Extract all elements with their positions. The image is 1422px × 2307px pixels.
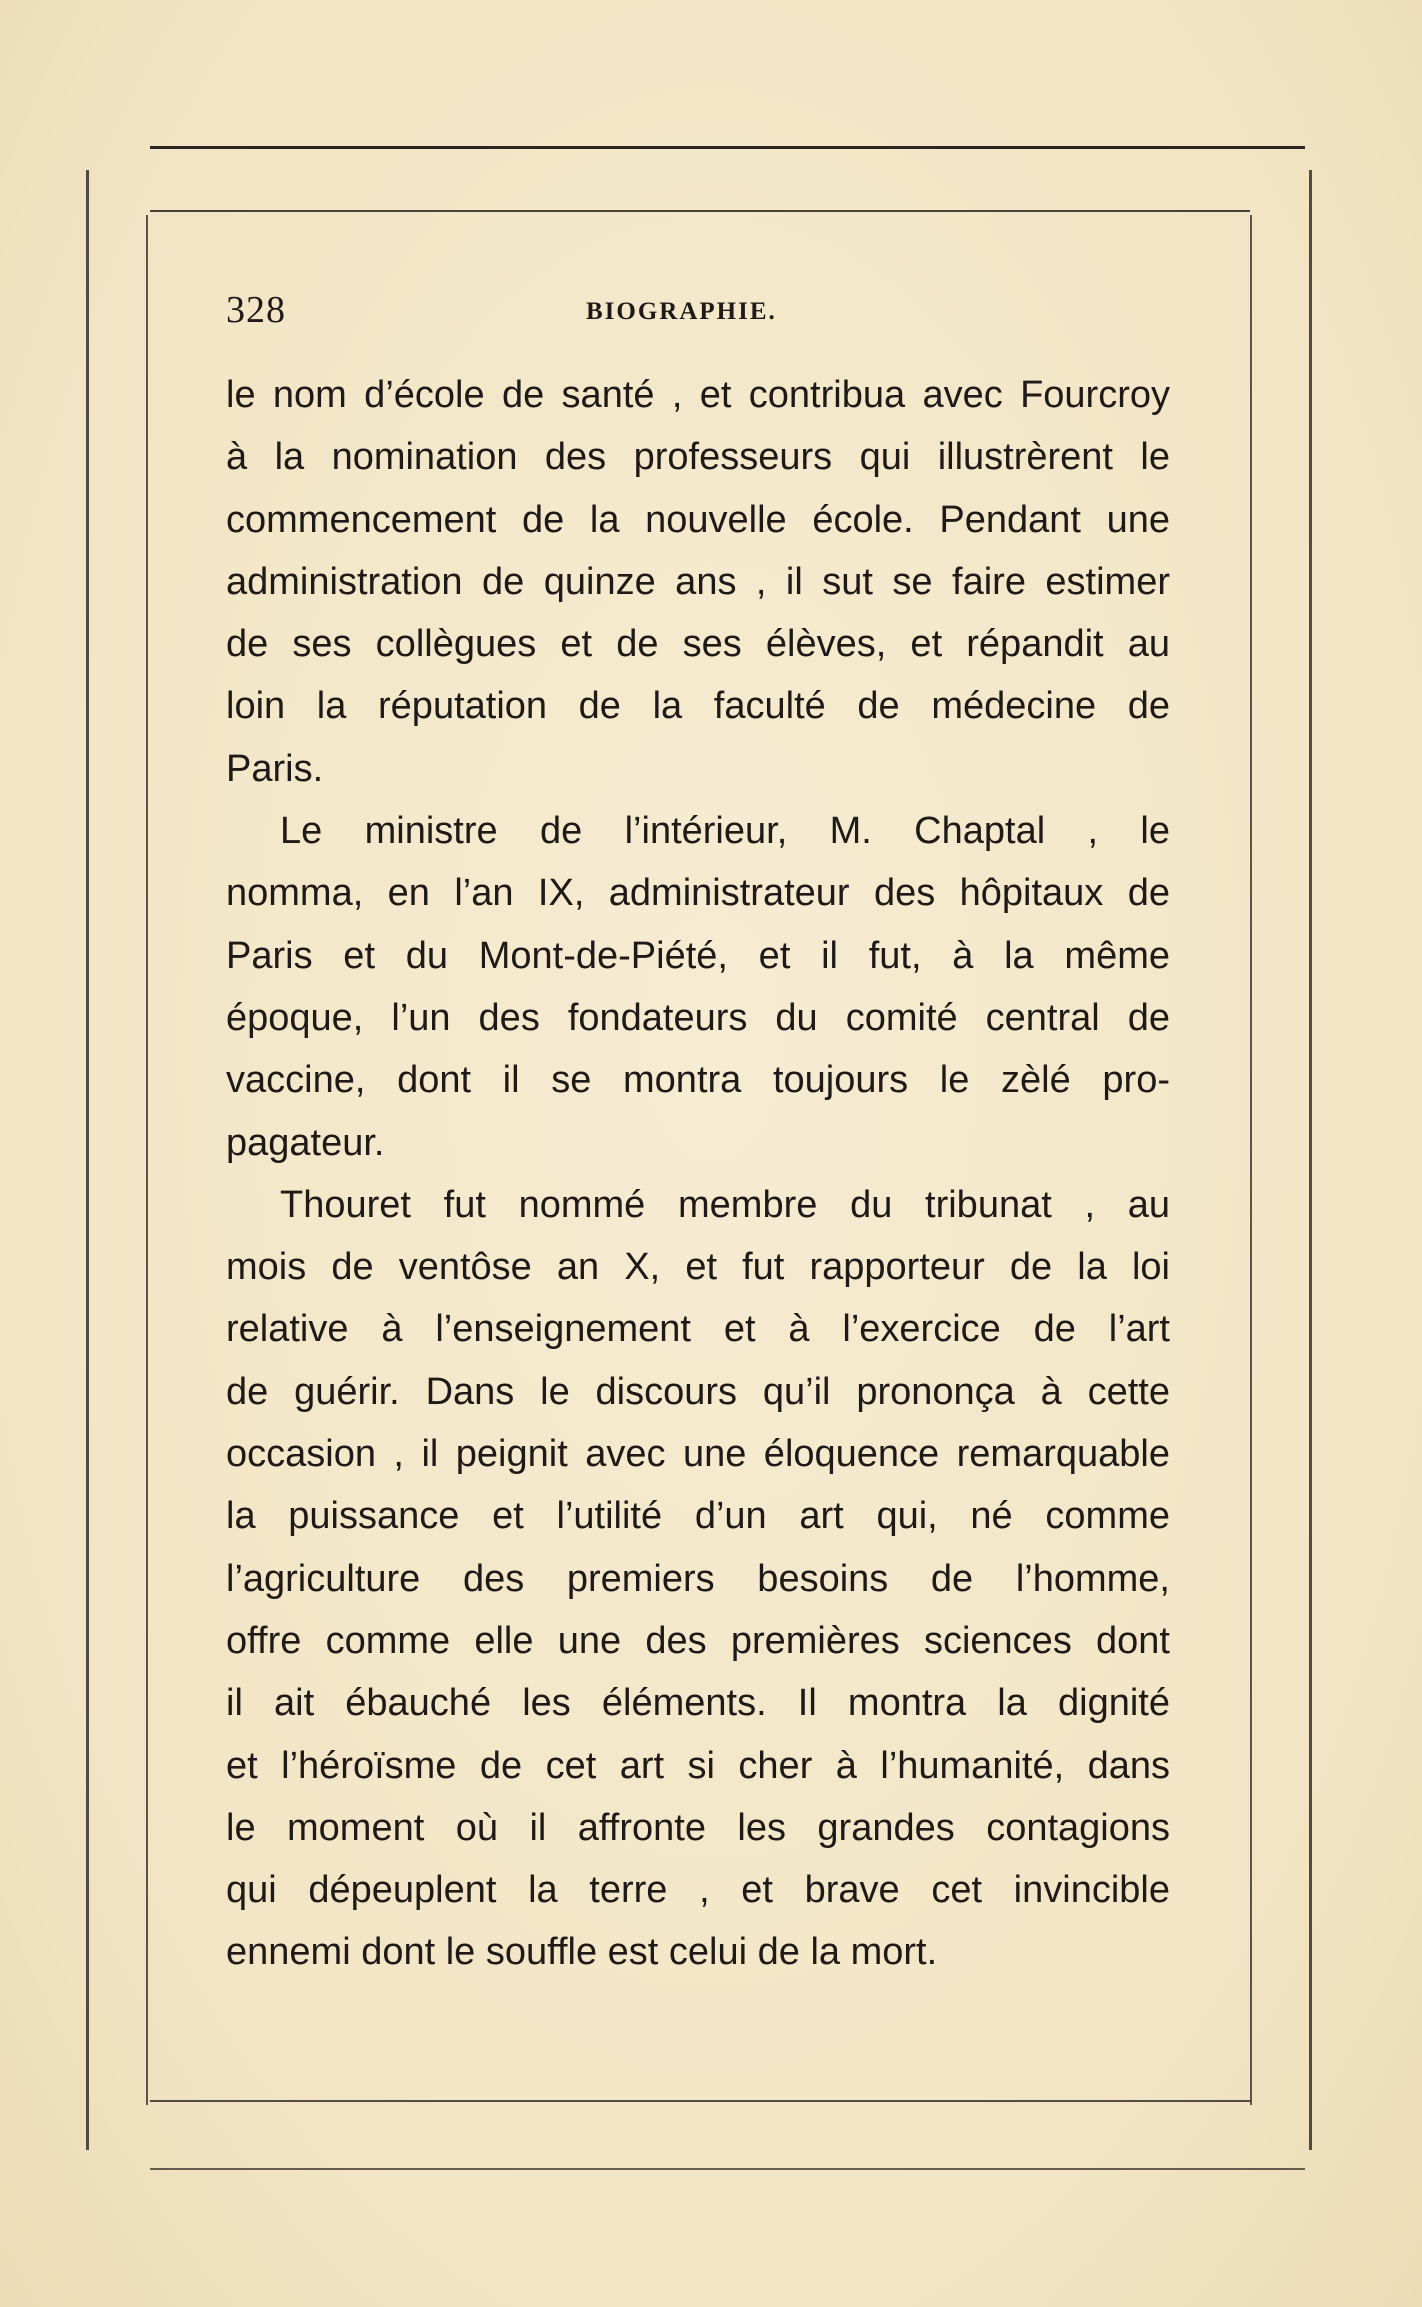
frame-right-inner-rule bbox=[1250, 215, 1252, 2105]
text-line: nomma, en l’an IX, administrateur des hôpitaux de bbox=[226, 872, 1170, 915]
text-line: Paris. bbox=[226, 747, 324, 790]
text-line: qui dépeuplent la terre , et brave cet invincible bbox=[226, 1869, 1170, 1912]
text-line: et l’héroïsme de cet art si cher à l’humanité, dans bbox=[226, 1744, 1170, 1787]
paragraph-2 bbox=[226, 800, 1170, 1174]
text-line: ennemi dont le souffle est celui de la mort. bbox=[226, 1931, 938, 1974]
text-line: le nom d’école de santé , et contribua avec Fourcroy bbox=[226, 374, 1170, 416]
frame-bottom-outer-rule bbox=[150, 2168, 1305, 2170]
text-line: Paris et du Mont-de-Piété, et il fut, à la même bbox=[226, 934, 1170, 977]
frame-bottom-inner-rule bbox=[150, 2100, 1250, 2102]
text-line: occasion , il peignit avec une éloquence remarquable bbox=[226, 1433, 1170, 1476]
text-line: la puissance et l’utilité d’un art qui, né comme bbox=[226, 1495, 1170, 1538]
frame-top-inner-rule bbox=[150, 210, 1250, 212]
text-line: il ait ébauché les éléments. Il montra la dignité bbox=[226, 1682, 1170, 1725]
text-line: mois de ventôse an X, et fut rapporteur de la loi bbox=[226, 1246, 1170, 1289]
text-line: époque, l’un des fondateurs du comité central de bbox=[226, 996, 1170, 1039]
running-head: BIOGRAPHIE. bbox=[586, 298, 777, 325]
text-line: de ses collègues et de ses élèves, et répandit au bbox=[226, 623, 1170, 666]
frame-top-outer-rule bbox=[150, 146, 1305, 149]
paragraph-1 bbox=[226, 364, 1170, 800]
text-line: commencement de la nouvelle école. Pendant une bbox=[226, 498, 1170, 541]
frame-right-outer-rule bbox=[1309, 170, 1312, 2150]
page-number: 328 bbox=[226, 289, 286, 331]
text-line: à la nomination des professeurs qui illustrèrent le bbox=[226, 436, 1170, 479]
frame-left-inner-rule bbox=[146, 215, 148, 2105]
text-line: administration de quinze ans , il sut se faire estimer bbox=[226, 560, 1170, 603]
body-text bbox=[226, 364, 1170, 1984]
text-line: Le ministre de l’intérieur, M. Chaptal , le bbox=[280, 810, 1170, 853]
paragraph-3 bbox=[226, 1174, 1170, 1984]
text-line: l’agriculture des premiers besoins de l’homme, bbox=[226, 1557, 1170, 1600]
page-header bbox=[226, 288, 1166, 338]
text-line: vaccine, dont il se montra toujours le zèlé pro- bbox=[226, 1059, 1170, 1102]
frame-left-outer-rule bbox=[86, 170, 89, 2150]
text-line: le moment où il affronte les grandes contagions bbox=[226, 1806, 1170, 1849]
text-line: de guérir. Dans le discours qu’il prononça à cette bbox=[226, 1370, 1170, 1413]
text-line: loin la réputation de la faculté de médecine de bbox=[226, 685, 1170, 728]
text-line: offre comme elle une des premières sciences dont bbox=[226, 1619, 1170, 1662]
text-line: relative à l’enseignement et à l’exercice de l’art bbox=[226, 1308, 1170, 1351]
text-line: pagateur. bbox=[226, 1121, 385, 1164]
text-line: Thouret fut nommé membre du tribunat , au bbox=[280, 1183, 1170, 1226]
